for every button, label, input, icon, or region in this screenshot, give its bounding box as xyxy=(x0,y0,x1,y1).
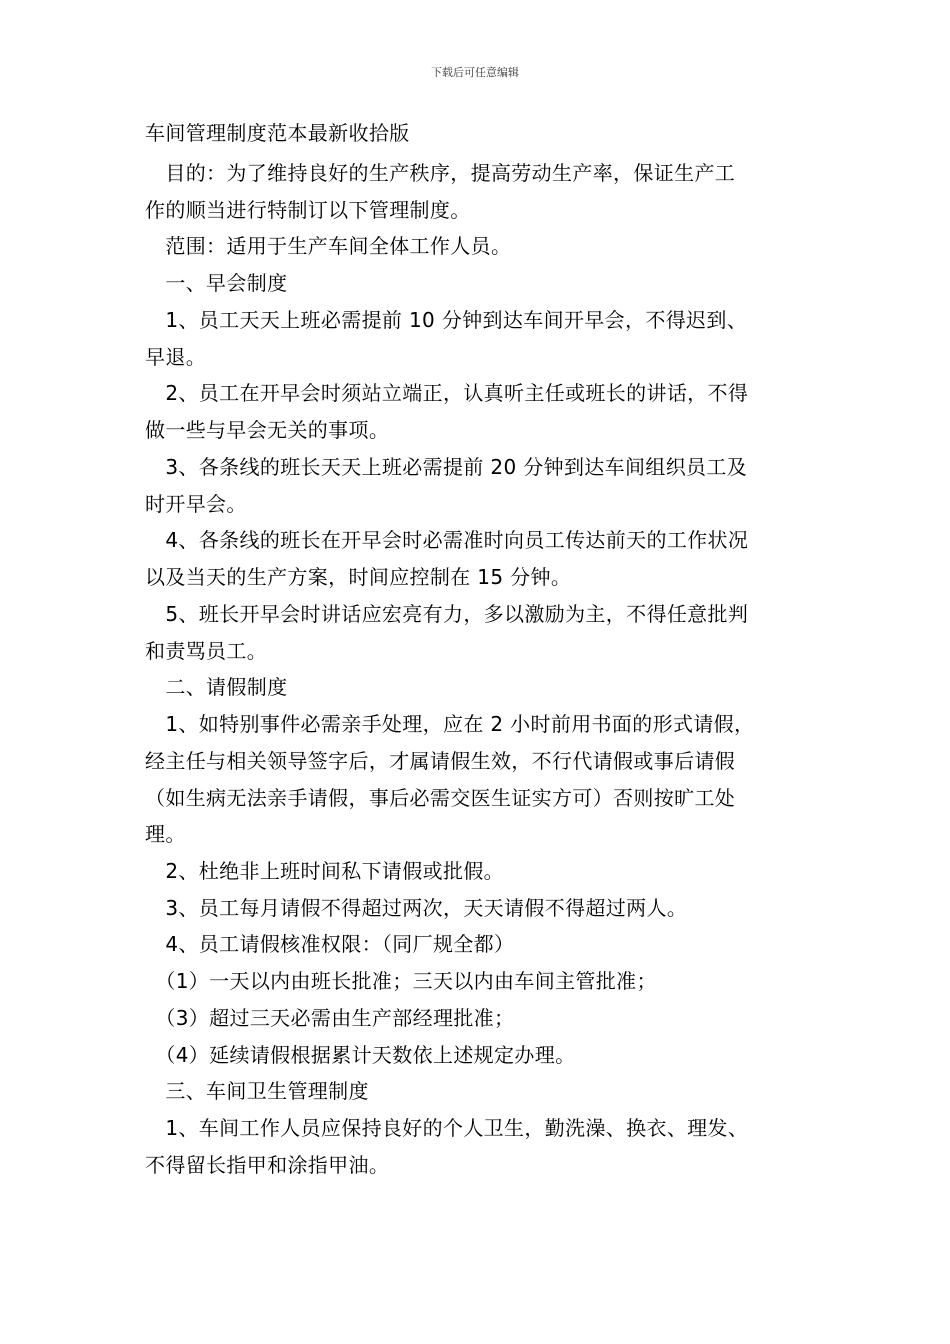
text-line: 范围：适用于生产车间全体工作人员。 xyxy=(145,234,512,258)
text-line: 3、员工每月请假不得超过两次，天天请假不得超过两人。 xyxy=(145,896,688,920)
text-line: 2、员工在开早会时须站立端正，认真听主任或班长的讲话，不得 xyxy=(145,381,749,405)
text-line: 不得留长指甲和涂指甲油。 xyxy=(145,1153,390,1177)
text-line: （如生病无法亲手请假，事后必需交医生证实方可）否则按旷工处 xyxy=(145,786,736,810)
text-line: 2、杜绝非上班时间私下请假或批假。 xyxy=(145,859,505,883)
section-heading: 三、车间卫生管理制度 xyxy=(145,1079,369,1103)
text-line: 早退。 xyxy=(145,345,207,369)
text-line: 以及当天的生产方案，时间应控制在 15 分钟。 xyxy=(145,565,572,589)
text-line: 目的：为了维持良好的生产秩序，提高劳动生产率，保证生产工 xyxy=(145,161,736,185)
header-note: 下载后可任意编辑 xyxy=(431,66,519,79)
text-line: （4）延续请假根据累计天数依上述规定办理。 xyxy=(145,1043,576,1067)
text-line: 5、班长开早会时讲话应宏亮有力，多以激励为主，不得任意批判 xyxy=(145,602,749,626)
text-line: 作的顺当进行特制订以下管理制度。 xyxy=(145,198,471,222)
text-line: 3、各条线的班长天天上班必需提前 20 分钟到达车间组织员工及 xyxy=(145,455,748,479)
text-line: 理。 xyxy=(145,822,186,846)
document-title: 车间管理制度范本最新收拾版 xyxy=(145,121,410,145)
text-line: 1、如特别事件必需亲手处理，应在 2 小时前用书面的形式请假， xyxy=(145,712,755,736)
text-line: 1、员工天天上班必需提前 10 分钟到达车间开早会，不得迟到、 xyxy=(145,308,748,332)
section-heading: 一、早会制度 xyxy=(145,271,288,295)
text-line: （1）一天以内由班长批准；三天以内由车间主管批准； xyxy=(145,969,657,993)
text-line: 经主任与相关领导签字后，才属请假生效，不行代请假或事后请假 xyxy=(145,749,736,773)
text-line: 1、车间工作人员应保持良好的个人卫生，勤洗澡、换衣、理发、 xyxy=(145,1116,749,1140)
text-line: 4、员工请假核准权限：（同厂规全都） xyxy=(145,932,515,956)
text-line: 做一些与早会无关的事项。 xyxy=(145,418,390,442)
text-line: 时开早会。 xyxy=(145,492,247,516)
text-line: （3）超过三天必需由生产部经理批准； xyxy=(145,1006,515,1030)
section-heading: 二、请假制度 xyxy=(145,675,288,699)
text-line: 4、各条线的班长在开早会时必需准时向员工传达前天的工作状况 xyxy=(145,528,749,552)
text-line: 和责骂员工。 xyxy=(145,639,268,663)
